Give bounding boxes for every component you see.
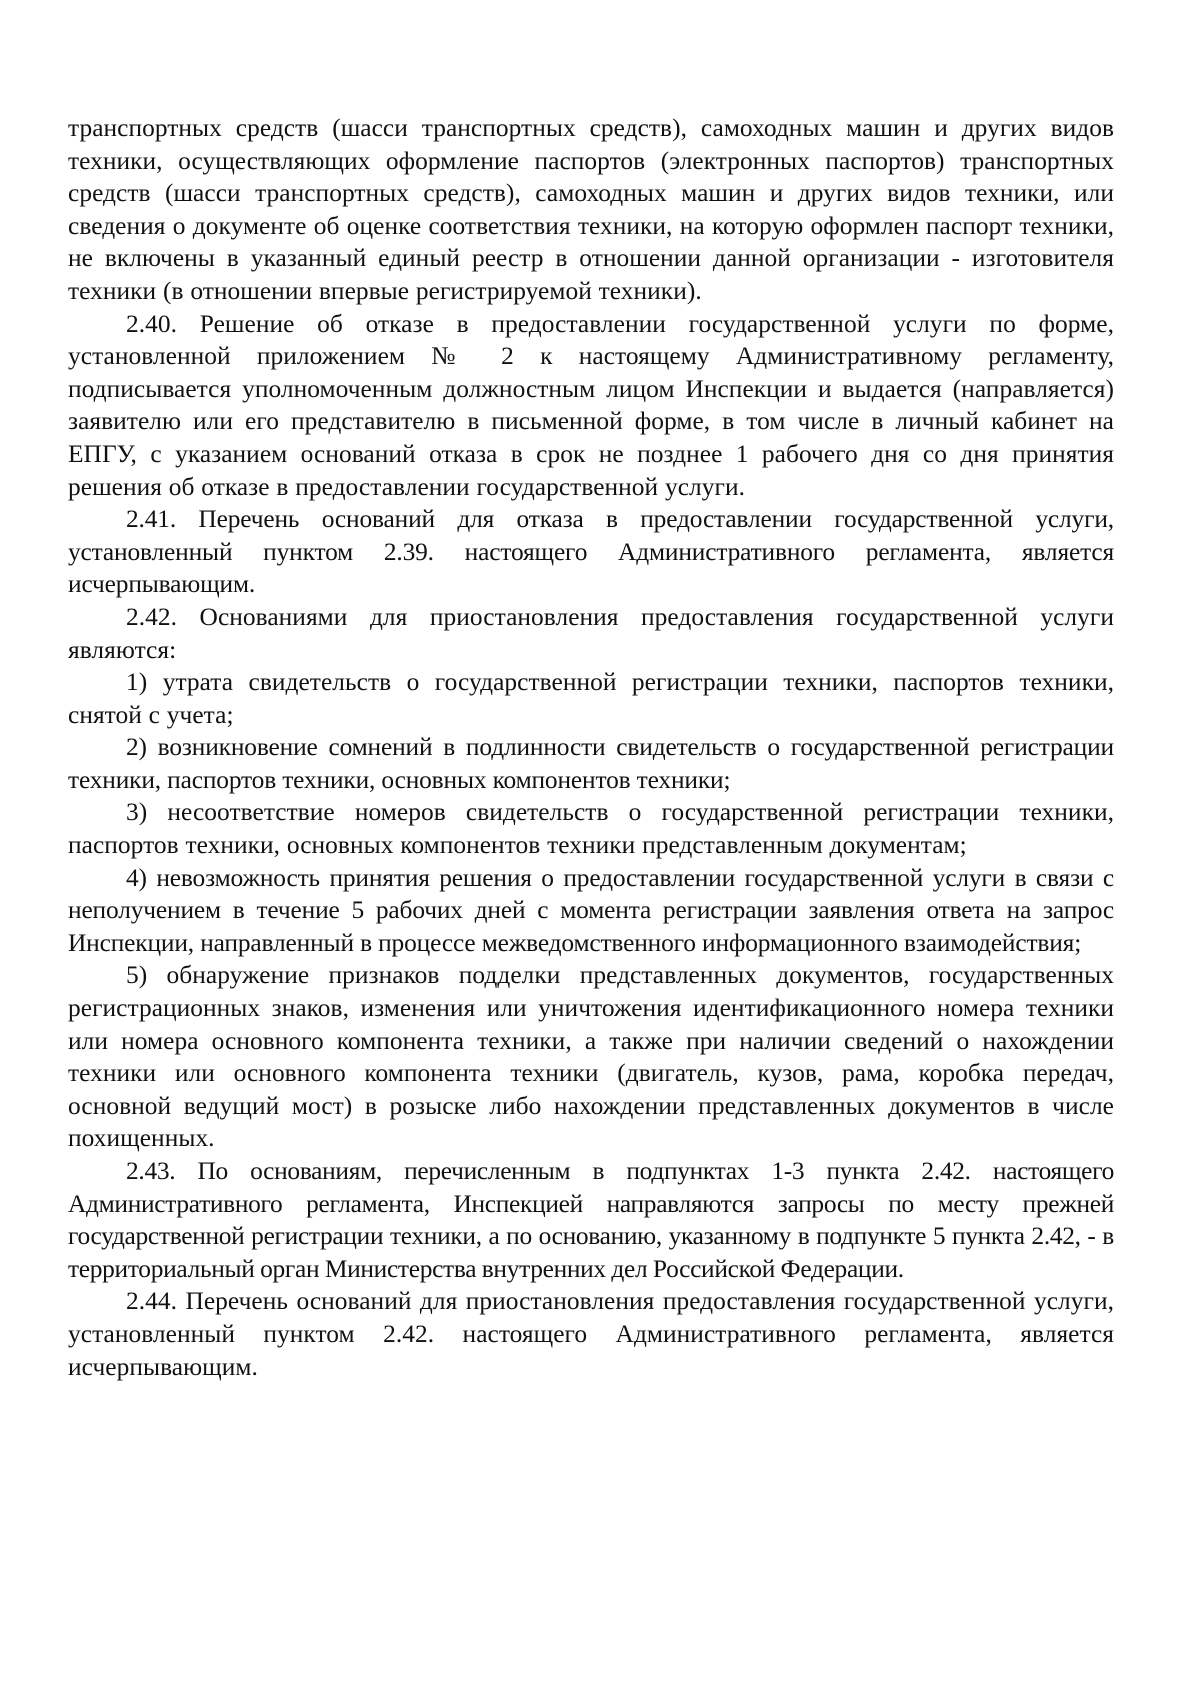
list-item-3: 3) несоответствие номеров свидетельств о государственной регистрации техники, паспортов техники, основных компонентов техники представленным документам;	[68, 798, 1114, 860]
paragraph-2-42: 2.42. Основаниями для приостановления предоставления государственной услуги являются:	[68, 602, 1114, 664]
paragraph-2-43: 2.43. По основаниям, перечисленным в подпунктах 1-3 пункта 2.42. настоящего Административного регламента, Инспекцией направляются запросы по месту прежней государственной регистрации техники, а по основанию, указанному в подпункте 5 пункта 2.42, - в территориальный орган Министерства внутренних дел Российской Федерации.	[68, 1157, 1114, 1283]
paragraph-2-41: 2.41. Перечень оснований для отказа в предоставлении государственной услуги, установленный пунктом 2.39. настоящего Административного регламента, является исчерпывающим.	[68, 505, 1114, 599]
paragraph-2-44: 2.44. Перечень оснований для приостановления предоставления государственной услуги, установленный пунктом 2.42. настоящего Административного регламента, является исчерпывающим.	[68, 1287, 1114, 1381]
list-item-1: 1) утрата свидетельств о государственной регистрации техники, паспортов техники, снятой с учета;	[68, 668, 1114, 729]
document-body	[68, 112, 1114, 1383]
paragraph-continuation: транспортных средств (шасси транспортных средств), самоходных машин и других видов техники, осуществляющих оформление паспортов (электронных паспортов) транспортных средств (шасси транспортных средств), самоходных машин и других видов техники, или сведения о документе об оценке соответствия техники, на которую оформлен паспорт техники, не включены в указанный единый реестр в отношении данной организации - изготовителя техники (в отношении впервые регистрируемой техники).	[68, 114, 1114, 305]
list-item-2: 2) возникновение сомнений в подлинности свидетельств о государственной регистрации техники, паспортов техники, основных компонентов техники;	[68, 733, 1114, 794]
list-item-5: 5) обнаружение признаков подделки представленных документов, государственных регистрационных знаков, изменения или уничтожения идентификационного номера техники или номера основного компонента техники, а также при наличии сведений о нахождении техники или основного компонента техники (двигатель, кузов, рама, коробка передач, основной ведущий мост) в розыске либо нахождении представленных документов в числе похищенных.	[68, 961, 1114, 1153]
paragraph-2-40: 2.40. Решение об отказе в предоставлении государственной услуги по форме, установленной приложением № 2 к настоящему Административному регламенту, подписывается уполномоченным должностным лицом Инспекции и выдается (направляется) заявителю или его представителю в письменной форме, в том числе в личный кабинет на ЕПГУ, с указанием оснований отказа в срок не позднее 1 рабочего дня со дня принятия решения об отказе в предоставлении государственной услуги.	[68, 309, 1114, 501]
list-item-4: 4) невозможность принятия решения о предоставлении государственной услуги в связи с неполучением в течение 5 рабочих дней с момента регистрации заявления ответа на запрос Инспекции, направленный в процессе межведомственного информационного взаимодействия;	[68, 863, 1114, 957]
